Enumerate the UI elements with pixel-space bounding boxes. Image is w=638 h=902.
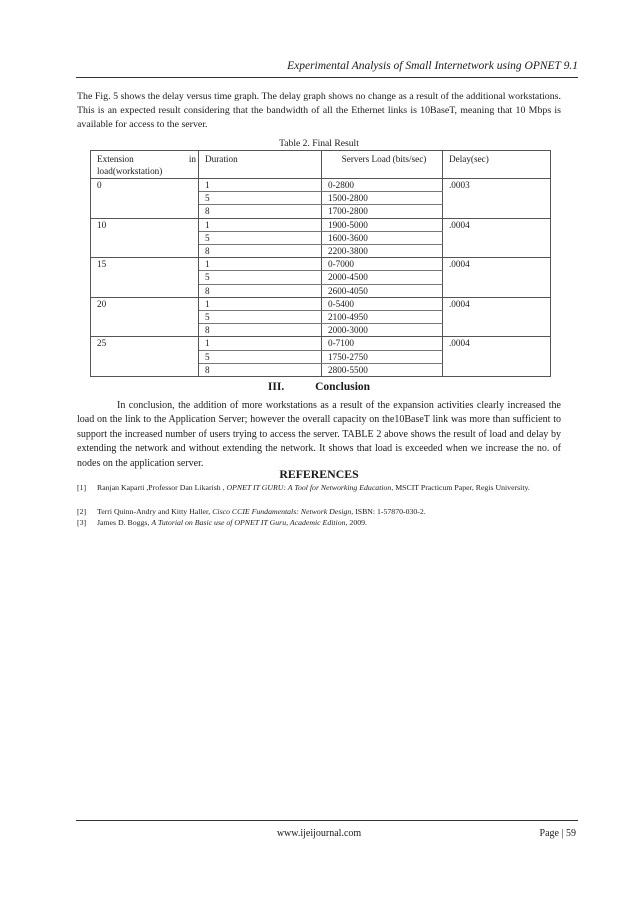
reference-item xyxy=(77,506,547,517)
table-row xyxy=(91,297,551,310)
cell-servers-load: 0-7100 xyxy=(322,337,443,350)
cell-delay xyxy=(443,363,551,376)
cell-delay: .0004 xyxy=(443,258,551,271)
cell-extension xyxy=(91,205,199,218)
table-row xyxy=(91,284,551,297)
conclusion-number: III. xyxy=(267,381,285,393)
reference-text xyxy=(97,482,547,493)
cell-extension: 15 xyxy=(91,258,199,271)
header-extension-load: load(workstation) xyxy=(97,166,163,176)
cell-duration: 8 xyxy=(199,284,322,297)
cell-extension: 10 xyxy=(91,218,199,231)
cell-servers-load: 2000-3000 xyxy=(322,324,443,337)
cell-servers-load: 2800-5500 xyxy=(322,363,443,376)
reference-text xyxy=(97,506,547,517)
cell-extension xyxy=(91,311,199,324)
references-heading: REFERENCES xyxy=(279,467,359,481)
table-row xyxy=(91,350,551,363)
cell-servers-load: 2100-4950 xyxy=(322,311,443,324)
cell-servers-load: 0-2800 xyxy=(322,179,443,192)
cell-servers-load: 0-7000 xyxy=(322,258,443,271)
cell-extension xyxy=(91,350,199,363)
cell-duration: 8 xyxy=(199,245,322,258)
cell-servers-load: 0-5400 xyxy=(322,297,443,310)
reference-details: 2009. xyxy=(347,518,367,527)
cell-duration: 5 xyxy=(199,271,322,284)
cell-servers-load: 1700-2800 xyxy=(322,205,443,218)
header-duration: Duration xyxy=(199,151,322,179)
intro-paragraph: The Fig. 5 shows the delay versus time graph. The delay graph shows no change as a result of the additional workstations. This is an expected result considering that the bandwidth of all the Ethernet links is 10BaseT, meaning that 10 Mbps is available for access to the server. xyxy=(77,91,561,131)
cell-delay xyxy=(443,324,551,337)
reference-number: [3] xyxy=(77,518,87,527)
cell-duration: 8 xyxy=(199,363,322,376)
table-caption: Table 2. Final Result xyxy=(279,138,359,149)
table-row xyxy=(91,337,551,350)
conclusion-title: Conclusion xyxy=(315,381,371,393)
reference-item xyxy=(77,482,547,493)
cell-servers-load: 1900-5000 xyxy=(322,218,443,231)
table-row xyxy=(91,324,551,337)
reference-details: ISBN: 1-57870-030-2. xyxy=(353,507,426,516)
table-row xyxy=(91,311,551,324)
table-header-row xyxy=(91,151,551,179)
cell-delay xyxy=(443,284,551,297)
table-row xyxy=(91,258,551,271)
header-extension xyxy=(91,151,199,179)
cell-extension xyxy=(91,324,199,337)
footer-url: www.ijeijournal.com xyxy=(276,828,362,839)
reference-text xyxy=(97,517,547,528)
header-rule xyxy=(76,77,578,78)
cell-duration: 1 xyxy=(199,258,322,271)
cell-duration: 8 xyxy=(199,324,322,337)
cell-duration: 1 xyxy=(199,337,322,350)
cell-delay xyxy=(443,271,551,284)
cell-extension: 0 xyxy=(91,179,199,192)
cell-delay: .0004 xyxy=(443,218,551,231)
cell-delay xyxy=(443,231,551,244)
reference-title: Cisco CCIE Fundamentals: Network Design, xyxy=(212,507,354,516)
cell-extension xyxy=(91,192,199,205)
table-row xyxy=(91,363,551,376)
reference-details: MSCIT Practicum Paper, Regis University. xyxy=(393,483,530,492)
cell-delay xyxy=(443,311,551,324)
conclusion-paragraph: In conclusion, the addition of more workstations as a result of the expansion activities clearly increased the load on the link to the Application Server; however the overall capacity on the10BaseT link was more than sufficient to support the increased number of users trying to access the server. TABLE 2 above shows the result of load and delay by extending the network and without extending the network. It shows that load is exceeded when we increase the no. of nodes on the application server. xyxy=(77,400,561,469)
cell-extension xyxy=(91,363,199,376)
reference-number: [2] xyxy=(77,507,87,516)
cell-duration: 8 xyxy=(199,205,322,218)
cell-extension: 25 xyxy=(91,337,199,350)
cell-extension xyxy=(91,245,199,258)
cell-servers-load: 1600-3600 xyxy=(322,231,443,244)
table-row xyxy=(91,218,551,231)
table-row xyxy=(91,245,551,258)
cell-servers-load: 2000-4500 xyxy=(322,271,443,284)
reference-number: [1] xyxy=(77,483,87,492)
cell-duration: 5 xyxy=(199,350,322,363)
cell-extension: 20 xyxy=(91,297,199,310)
cell-delay: .0004 xyxy=(443,297,551,310)
reference-title: OPNET IT GURU: A Tool for Networking Education, xyxy=(226,483,394,492)
cell-delay xyxy=(443,192,551,205)
cell-servers-load: 2600-4050 xyxy=(322,284,443,297)
cell-servers-load: 1500-2800 xyxy=(322,192,443,205)
table-row xyxy=(91,271,551,284)
cell-delay xyxy=(443,205,551,218)
cell-delay xyxy=(443,245,551,258)
conclusion-heading xyxy=(77,381,561,393)
cell-duration: 1 xyxy=(199,218,322,231)
cell-duration: 5 xyxy=(199,311,322,324)
cell-delay: .0004 xyxy=(443,337,551,350)
cell-duration: 5 xyxy=(199,231,322,244)
reference-item xyxy=(77,517,547,528)
header-extension-in: in xyxy=(188,154,196,164)
header-delay: Delay(sec) xyxy=(443,151,551,179)
final-result-table xyxy=(90,150,551,377)
cell-servers-load: 2200-3800 xyxy=(322,245,443,258)
reference-authors: Ranjan Kaparti ,Professor Dan Likarish , xyxy=(97,483,227,492)
cell-duration: 1 xyxy=(199,297,322,310)
header-extension-word: Extension xyxy=(97,154,134,164)
cell-duration: 5 xyxy=(199,192,322,205)
table-row xyxy=(91,205,551,218)
reference-title: A Tutorial on Basic use of OPNET IT Guru, Academic Edition, xyxy=(151,518,348,527)
reference-authors: James D. Boggs, xyxy=(97,518,152,527)
cell-extension xyxy=(91,231,199,244)
cell-duration: 1 xyxy=(199,179,322,192)
page-number: Page | 59 xyxy=(539,828,576,839)
cell-extension xyxy=(91,284,199,297)
cell-servers-load: 1750-2750 xyxy=(322,350,443,363)
reference-authors: Terri Quinn-Andry and Kitty Haller, xyxy=(97,507,213,516)
header-servers-load: Servers Load (bits/sec) xyxy=(322,151,443,179)
cell-delay: .0003 xyxy=(443,179,551,192)
table-row xyxy=(91,192,551,205)
running-header: Experimental Analysis of Small Internetwork using OPNET 9.1 xyxy=(287,60,578,72)
table-row xyxy=(91,179,551,192)
cell-extension xyxy=(91,271,199,284)
cell-delay xyxy=(443,350,551,363)
footer-rule xyxy=(76,820,578,821)
table-row xyxy=(91,231,551,244)
